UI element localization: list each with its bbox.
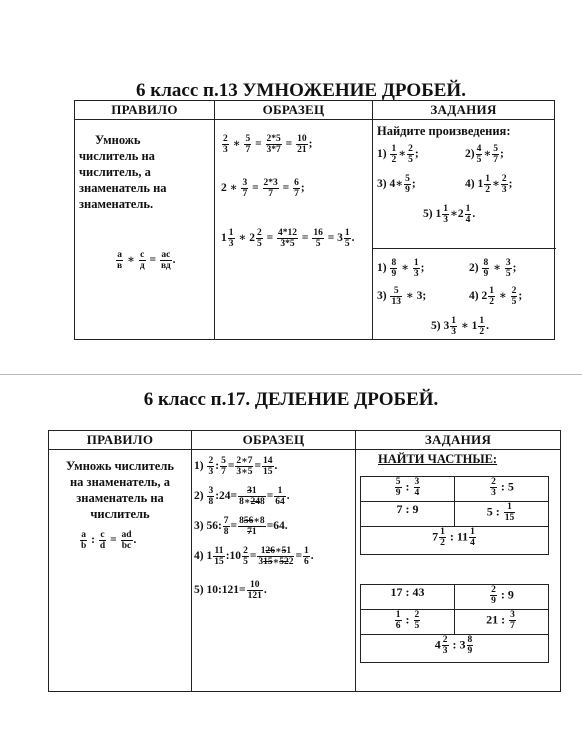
- den: 6: [304, 557, 309, 567]
- rule-text: [79, 132, 167, 212]
- f-den: д: [139, 261, 145, 271]
- num: 1: [413, 258, 419, 268]
- whole: 2: [481, 290, 488, 303]
- rule-formula: $\frac{a}{b}$ : $\frac{c}{d}$ = $\frac{ad}{bc}$ .: [81, 530, 137, 551]
- num: 2: [442, 635, 448, 645]
- punct: ;: [411, 178, 416, 191]
- tasks-divider: [373, 248, 556, 249]
- div-sample-1: 1) $\frac{2}{3}$ : $\frac{5}{7}$ = $\frac{2∗7}{3∗5}$ = $\frac{14}{15}$ .: [194, 456, 278, 477]
- tasks-cell: [373, 120, 555, 340]
- den: 7: [510, 621, 515, 631]
- f-den: bc: [121, 541, 132, 551]
- multiplication-table: [74, 100, 555, 340]
- den: 7: [245, 145, 251, 155]
- num: 3: [505, 258, 511, 268]
- den: 2: [489, 297, 494, 307]
- quotient-grid-1: [360, 476, 549, 555]
- num: 2: [208, 456, 214, 466]
- num: 1: [391, 144, 397, 154]
- num: 5: [493, 144, 499, 154]
- num: 1: [395, 610, 401, 620]
- whole: 3: [443, 320, 450, 333]
- num: 4*12: [278, 228, 298, 238]
- den: 13: [391, 297, 401, 307]
- whole: 7: [432, 529, 439, 544]
- q-cell: $\frac{2}{9}$ : 9: [455, 585, 549, 610]
- whole: 5: [507, 479, 514, 494]
- num: 5: [221, 456, 226, 466]
- den: 7: [221, 467, 226, 477]
- num: 5: [395, 477, 401, 487]
- rule-line: знаменатель.: [79, 197, 154, 211]
- den: 3: [491, 488, 496, 498]
- task-b2: 2) $\frac{8}{9}$ ∗ $\frac{3}{5}$ ;: [469, 258, 517, 279]
- punct: ;: [414, 148, 419, 161]
- header-rule: ПРАВИЛО: [49, 431, 192, 450]
- label: 3): [377, 290, 387, 303]
- num: 2: [491, 585, 496, 595]
- num: 2*3: [263, 178, 278, 188]
- whole: 2: [221, 182, 227, 195]
- den: 2: [485, 185, 490, 195]
- den: 8: [208, 497, 214, 507]
- punct: ;: [420, 262, 425, 275]
- den: 9: [395, 488, 401, 498]
- den: 3: [451, 327, 456, 337]
- num: 856∗8: [239, 516, 265, 526]
- whole: 5: [486, 504, 493, 519]
- den: 2: [391, 155, 397, 165]
- f-num: c: [100, 530, 105, 540]
- whole: 11: [456, 529, 469, 544]
- label: 3): [377, 178, 387, 191]
- num: 31: [238, 486, 266, 497]
- task-a5: 5) 1 $\frac{1}{3}$ ∗2 $\frac{1}{4}$ .: [423, 204, 476, 225]
- den: 3: [413, 269, 419, 279]
- rule-line: числитель, а: [79, 165, 151, 179]
- q-cell: 5 : $\frac{1}{15}$: [455, 502, 549, 527]
- num: 2: [501, 174, 507, 184]
- num: 2: [408, 144, 413, 154]
- sample-2: 2 ∗ $\frac{3}{7}$ = $\frac{2*3}{7}$ = $\frac{6}{7}$ ;: [221, 178, 305, 199]
- f-num: a: [81, 530, 87, 540]
- sample-cell: [215, 120, 373, 340]
- num: 1: [465, 204, 471, 214]
- label: 1): [377, 148, 387, 161]
- num: 5: [390, 286, 402, 297]
- den: 9: [405, 185, 410, 195]
- den: 15: [263, 467, 273, 477]
- f-den: в: [117, 261, 123, 271]
- num: 2: [243, 546, 248, 556]
- punct: ;: [500, 148, 504, 161]
- task-b5: 5) 3 $\frac{1}{3}$ ∗ 1 $\frac{1}{2}$ .: [431, 316, 490, 337]
- rule-cell: [75, 120, 215, 340]
- sample-cell: [192, 450, 356, 692]
- task-a2: 2) $\frac{4}{5}$ ∗ $\frac{5}{7}$ ;: [465, 144, 504, 165]
- num: 3: [208, 486, 214, 496]
- den: 4: [465, 215, 471, 225]
- task-heading: Найдите произведения:: [377, 124, 511, 138]
- num: 1: [304, 546, 309, 556]
- den: 3: [443, 215, 448, 225]
- punct: ;: [422, 290, 427, 303]
- num: 1: [443, 204, 448, 214]
- label: 4): [465, 178, 475, 191]
- den: 315∗522: [258, 557, 294, 567]
- whole: 1: [471, 320, 478, 333]
- rule-line: Умножь: [95, 133, 141, 147]
- den: 7: [493, 155, 499, 165]
- num: 14: [263, 456, 273, 466]
- den: 8: [223, 527, 229, 537]
- page-divider: [0, 374, 582, 375]
- den: 3: [223, 145, 228, 155]
- whole: 9: [507, 587, 514, 602]
- num: 126∗51: [257, 546, 294, 557]
- header-rule: ПРАВИЛО: [75, 101, 215, 120]
- num: 8: [467, 635, 473, 645]
- den: 9: [467, 646, 473, 656]
- division-table: [48, 430, 561, 692]
- num: 16: [313, 228, 323, 238]
- den: 8∗248: [239, 497, 265, 507]
- header-tasks: ЗАДАНИЯ: [373, 101, 555, 120]
- num: 2: [414, 610, 420, 620]
- f-num: a: [117, 250, 122, 260]
- den: 64: [275, 497, 285, 507]
- num: 5: [405, 174, 410, 184]
- whole: 1: [435, 208, 442, 221]
- header-tasks: ЗАДАНИЯ: [356, 431, 561, 450]
- whole: 3: [459, 637, 466, 652]
- label: 2): [469, 262, 479, 275]
- num: 1: [344, 228, 350, 238]
- den: 5: [476, 155, 482, 165]
- rule-line: знаменатель на: [79, 181, 167, 195]
- num: 2: [491, 477, 496, 487]
- den: 5: [315, 239, 321, 249]
- num: 3: [414, 477, 420, 487]
- num: 10: [297, 134, 307, 144]
- num: 1: [485, 174, 490, 184]
- task-a4: 4) 1 $\frac{1}{2}$ ∗ $\frac{2}{3}$ ;: [465, 174, 513, 195]
- den: 7: [242, 189, 248, 199]
- tasks-cell: [356, 450, 561, 692]
- label: 1): [377, 262, 387, 275]
- den: 3*5: [280, 239, 295, 249]
- sample-3: 1 $\frac{1}{3}$ ∗ 2 $\frac{2}{5}$ = $\frac{4*12}{3*5}$ = $\frac{16}{5}$ = 3 $\frac{1}{5}$ .: [221, 228, 355, 249]
- punct: ;: [308, 138, 313, 151]
- task-heading: НАЙТИ ЧАСТНЫЕ:: [378, 452, 498, 466]
- whole: 2: [249, 232, 255, 245]
- f-den: вд: [160, 261, 171, 271]
- f-num: c: [140, 250, 145, 260]
- den: 15: [214, 557, 224, 567]
- num: 1: [228, 228, 234, 238]
- whole: 3: [337, 232, 343, 245]
- rule-line: Умножь числитель: [66, 459, 174, 473]
- label: 5): [423, 208, 433, 221]
- task-b4: 4) 2 $\frac{1}{2}$ ∗ $\frac{2}{5}$ ;: [469, 286, 523, 307]
- den: 5: [344, 239, 350, 249]
- rule-line: знаменатель на: [76, 491, 164, 505]
- num: 8: [391, 258, 397, 268]
- num: 7: [223, 516, 229, 526]
- sample-1: $\frac{2}{3}$ ∗ $\frac{5}{7}$ = $\frac{2*5}{3*7}$ = $\frac{10}{21}$ ;: [223, 134, 313, 155]
- rule-cell: [49, 450, 192, 692]
- den: 3: [208, 467, 214, 477]
- num: 11: [214, 546, 224, 556]
- num: 1: [451, 316, 456, 326]
- punct: ;: [518, 290, 523, 303]
- div-sample-2: 2) $\frac{3}{8}$ :24= $\frac{31}{8∗248}$ = $\frac{1}{64}$ .: [194, 486, 290, 507]
- num: 1: [440, 527, 445, 537]
- q-cell: $\frac{5}{9}$ : $\frac{3}{4}$: [361, 477, 455, 502]
- q-cell: 17 : 43: [361, 585, 455, 610]
- header-sample: ОБРАЗЕЦ: [215, 101, 373, 120]
- f-den: d: [99, 541, 106, 551]
- num: 1: [504, 502, 516, 513]
- den: 3: [228, 239, 234, 249]
- section2-title: 6 класс п.17. ДЕЛЕНИЕ ДРОБЕЙ.: [143, 389, 439, 410]
- den: 15: [504, 513, 515, 523]
- f-den: b: [81, 541, 87, 551]
- num: 2: [256, 228, 262, 238]
- den: 71: [247, 527, 257, 537]
- num: 2: [511, 286, 517, 296]
- den: 4: [414, 488, 420, 498]
- q-cell: $\frac{1}{6}$ : $\frac{2}{5}$: [361, 610, 455, 635]
- num: 1: [274, 486, 286, 497]
- whole: 4: [434, 637, 441, 652]
- div-sample-3: 3) 56: $\frac{7}{8}$ = $\frac{856∗8}{71}$ =64.: [194, 516, 288, 537]
- punct: .: [472, 208, 476, 221]
- rule-line: числитель: [90, 507, 150, 521]
- task-a1: 1) $\frac{1}{2}$ ∗ $\frac{2}{5}$ ;: [377, 144, 419, 165]
- den: 5: [414, 621, 420, 631]
- den: 5: [505, 269, 511, 279]
- den: 9: [483, 269, 489, 279]
- task-b1: 1) $\frac{8}{9}$ ∗ $\frac{1}{3}$ ;: [377, 258, 425, 279]
- den: 5: [256, 239, 262, 249]
- num: 10: [247, 580, 263, 591]
- label: 5): [431, 320, 441, 333]
- label: 4): [469, 290, 479, 303]
- num: 1: [489, 286, 494, 296]
- num: 6: [294, 178, 299, 188]
- den: 9: [491, 596, 496, 606]
- div-sample-5: 5) 10:121= $\frac{10}{121}$ .: [194, 580, 267, 601]
- rule-line: на знаменатель, а: [69, 475, 171, 489]
- num: 2*5: [266, 134, 281, 144]
- den: 9: [391, 269, 397, 279]
- den: 7: [294, 189, 299, 199]
- whole: 1: [221, 232, 227, 245]
- den: 3: [442, 646, 448, 656]
- q-cell: $\frac{2}{3}$ : 5: [455, 477, 549, 502]
- den: 3∗5: [236, 467, 253, 477]
- punct: .: [351, 232, 355, 245]
- header-sample: ОБРАЗЕЦ: [192, 431, 356, 450]
- den: 4: [470, 538, 475, 548]
- rule-text: [51, 458, 189, 522]
- whole: 4: [389, 178, 396, 191]
- den: 3: [501, 185, 507, 195]
- whole: 2: [457, 208, 464, 221]
- punct: ;: [508, 178, 513, 191]
- den: 21: [297, 145, 307, 155]
- label: 2): [465, 148, 475, 161]
- den: 121: [247, 591, 262, 601]
- f-num: ac: [161, 250, 171, 260]
- q-cell: 7 : 9: [361, 502, 455, 527]
- whole: 3: [416, 290, 423, 303]
- den: 5: [243, 557, 248, 567]
- rule-formula: $\frac{a}{в}$ ∗ $\frac{c}{д}$ = $\frac{ac}{вд}$ .: [117, 250, 176, 271]
- num: 1: [470, 527, 475, 537]
- punct: ;: [512, 262, 517, 275]
- num: 2∗7: [236, 456, 253, 466]
- whole: 21: [486, 612, 499, 627]
- q-cell: 21 : $\frac{3}{7}$: [455, 610, 549, 635]
- den: 7: [268, 189, 274, 199]
- div-sample-4: 4) 1 $\frac{11}{15}$ :10 $\frac{2}{5}$ = $\frac{126∗51}{315∗522}$ = $\frac{1}{6}$ .: [194, 546, 314, 567]
- den: 2: [479, 327, 485, 337]
- num: 8: [483, 258, 489, 268]
- punct: .: [486, 320, 490, 333]
- q-cell: 4 $\frac{2}{3}$ : 3 $\frac{8}{9}$: [361, 635, 549, 663]
- task-a3: 3) 4∗ $\frac{5}{9}$ ;: [377, 174, 416, 195]
- quotient-grid-2: [360, 584, 549, 663]
- num: 3: [510, 610, 515, 620]
- num: 1: [479, 316, 485, 326]
- num: 3: [242, 178, 248, 188]
- den: 5: [408, 155, 413, 165]
- num: 5: [245, 134, 251, 144]
- den: 6: [395, 621, 401, 631]
- den: 3*7: [266, 145, 281, 155]
- den: 5: [511, 297, 517, 307]
- section1-title: 6 класс п.13 УМНОЖЕНИЕ ДРОБЕЙ.: [136, 80, 466, 101]
- task-b3: 3) $\frac{5}{13}$ ∗ 3;: [377, 286, 427, 307]
- rule-line: числитель на: [79, 149, 155, 163]
- num: 4: [476, 144, 482, 154]
- f-num: ad: [121, 530, 132, 540]
- den: 2: [440, 538, 445, 548]
- q-cell: 7 $\frac{1}{2}$ : 11 $\frac{1}{4}$: [361, 527, 549, 555]
- punct: ;: [300, 182, 305, 195]
- whole: 1: [477, 178, 484, 191]
- num: 2: [223, 134, 228, 144]
